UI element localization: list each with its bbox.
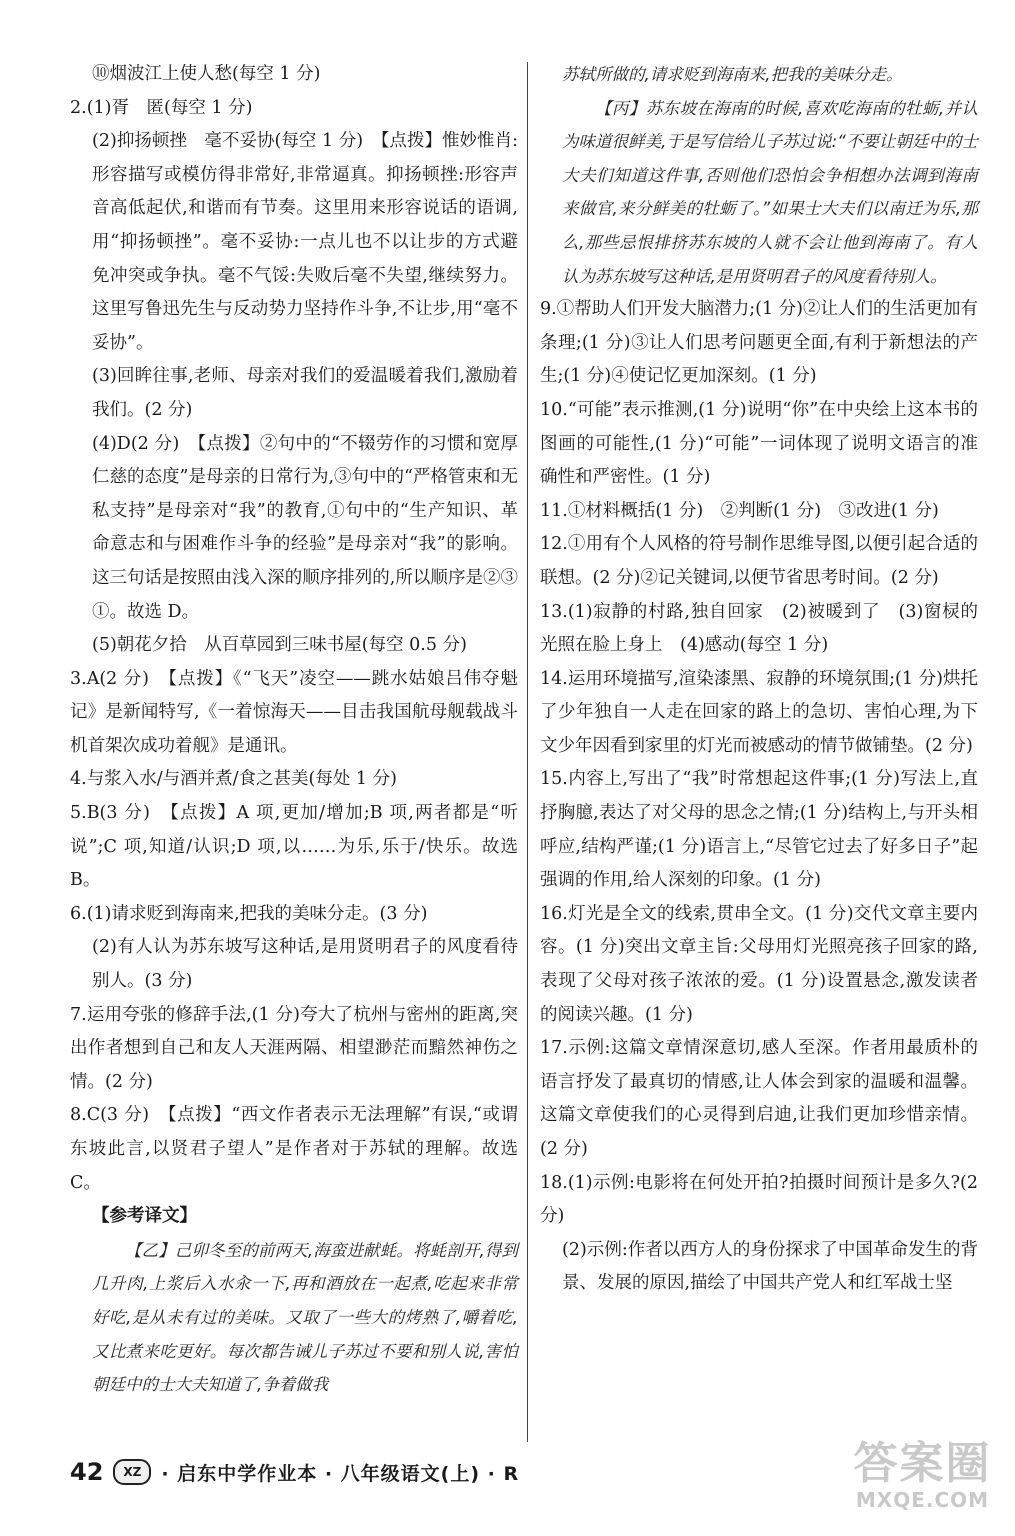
answer-paragraph: 11.①材料概括(1 分) ②判断(1 分) ③改进(1 分)	[540, 500, 939, 521]
answer-paragraph: 16.灯光是全文的线索,贯串全文。(1 分)交代文章主要内容。(1 分)突出文章主旨:父母用灯光照亮孩子回家的路,表现了父母对孩子浓浓的爱。(1 分)设置悬念,激发读者的阅读兴趣。(1 分)	[540, 903, 978, 1025]
answer-paragraph: 【丙】苏东坡在海南的时候,喜欢吃海南的牡蛎,并认为味道很鲜美,于是写信给儿子苏过说:“不要让朝廷中的士大夫们知道这件事,否则他们恐怕会争相想办法调到海南来做官,来分鲜美的牡蛎了。”如果士大夫们以南迁为乐,那么,那些忌恨排挤苏东坡的人就不会让他到海南了。有人认为苏东坡写这种话,是用贤明君子的风度看待别人。	[562, 98, 978, 286]
left-column	[70, 58, 518, 1402]
answer-paragraph: 12.①用有个人风格的符号制作思维导图,以便引起合适的联想。(2 分)②记关键词,以便节省思考时间。(2 分)	[540, 534, 978, 588]
answer-paragraph: 4.与浆入水/与酒并煮/食之甚美(每处 1 分)	[70, 769, 397, 790]
answer-paragraph: 18.(1)示例:电影将在何处开拍?拍摄时间预计是多久?(2 分)	[540, 1172, 978, 1227]
answer-paragraph: 8.C(3 分) 【点拨】“西文作者表示无法理解”有误,“或谓东坡此言,以贤君子望人”是作者对于苏轼的理解。故选 C。	[70, 1105, 518, 1193]
answer-paragraph: (3)回眸往事,老师、母亲对我们的爱温暖着我们,激励着我们。(2 分)	[92, 366, 518, 420]
answer-paragraph: 15.内容上,写出了“我”时常想起这件事;(1 分)写法上,直抒胸臆,表达了对父母的思念之情;(1 分)结构上,与开头相呼应,结构严谨;(1 分)语言上,“尽管它过去了好多日子”起强调的作用,给人深刻的印象。(1 分)	[540, 769, 978, 891]
answer-paragraph: (2)抑扬顿挫 毫不妥协(每空 1 分) 【点拨】惟妙惟肖:形容描写或模仿得非常好,非常逼真。抑扬顿挫:形容声音高低起伏,和谐而有节奏。这里用来形容说话的语调,用“抑扬顿挫”。毫不妥协:一点儿也不以让步的方式避免冲突或争执。毫不气馁:失败后毫不失望,继续努力。这里写鲁迅先生与反动势力坚持作斗争,不让步,用“毫不妥协”。	[92, 131, 518, 353]
answer-paragraph: 14.运用环境描写,渲染漆黑、寂静的环境氛围;(1 分)烘托了少年独自一人走在回家的路上的急切、害怕心理,为下文少年因看到家里的灯光而被感动的情节做铺垫。(2 分)	[540, 668, 978, 756]
watermark-logo	[840, 1440, 1005, 1530]
column-divider	[527, 62, 528, 1442]
answer-paragraph: 7.运用夸张的修辞手法,(1 分)夸大了杭州与密州的距离,突出作者想到自己和友人天涯两隔、相望渺茫而黯然神伤之情。(2 分)	[70, 1004, 518, 1092]
answer-paragraph: 【乙】己卯冬至的前两天,海蛮进献蚝。将蚝剖开,得到几升肉,上浆后入水汆一下,再和酒放在一起煮,吃起来非常好吃,是从未有过的美味。又取了一些大的烤熟了,嚼着吃,又比煮来吃更好。每次都告诫儿子苏过不要和别人说,害怕朝廷中的士大夫知道了,争着做我	[92, 1240, 518, 1395]
answer-paragraph: 17.示例:这篇文章情深意切,感人至深。作者用最质朴的语言抒发了最真切的情感,让人体会到家的温暖和温馨。这篇文章使我们的心灵得到启迪,让我们更加珍惜亲情。(2 分)	[540, 1038, 978, 1159]
answer-paragraph: (5)朝花夕拾 从百草园到三味书屋(每空 0.5 分)	[92, 635, 467, 656]
answer-paragraph: 3.A(2 分) 【点拨】《“飞天”凌空——跳水姑娘吕伟夺魁记》是新闻特写,《一着惊海天——目击我国航母舰载战斗机首架次成功着舰》是通讯。	[70, 668, 518, 756]
answer-paragraph: 9.①帮助人们开发大脑潜力;(1 分)②让人们的生活更加有条理;(1 分)③让人们思考问题更全面,有利于新想法的产生;(1 分)④使记忆更加深刻。(1 分)	[540, 299, 978, 387]
page-footer	[70, 1452, 970, 1492]
answer-paragraph: 13.(1)寂静的村路,独自回家 (2)被暖到了 (3)窗棂的光照在脸上身上 (4)感动(每空 1 分)	[540, 601, 978, 656]
answer-paragraph: 【参考译文】	[92, 1206, 197, 1227]
page-number: 42	[70, 1458, 104, 1486]
answer-paragraph: ⑩烟波江上使人愁(每空 1 分)	[92, 64, 321, 84]
right-column	[540, 58, 978, 1301]
answer-paragraph: (2)示例:作者以西方人的身份探求了中国革命发生的背景、发展的原因,描绘了中国共产党人和红军战士坚	[562, 1239, 978, 1294]
answer-paragraph: 10.“可能”表示推测,(1 分)说明“你”在中央绘上这本书的图画的可能性,(1 分)“可能”一词体现了说明文语言的准确性和严密性。(1 分)	[540, 399, 978, 488]
answer-paragraph: 5.B(3 分) 【点拨】A 项,更加/增加;B 项,两者都是“听说”;C 项,知道/认识;D 项,以……为乐,乐于/快乐。故选 B。	[70, 803, 518, 891]
answer-paragraph: (4)D(2 分) 【点拨】②句中的“不辍劳作的习惯和宽厚仁慈的态度”是母亲的日常行为,③句中的“严格管束和无私支持”是母亲对“我”的教育,①句中的“生产知识、革命意志和与困难作斗争的经验”是母亲对“我”的影响。这三句话是按照由浅入深的顺序排列的,所以顺序是②③①。故选 D。	[92, 433, 518, 622]
answer-paragraph: 2.(1)胥 匿(每空 1 分)	[70, 97, 253, 118]
watermark-url: MXQE.COM	[855, 1488, 990, 1512]
book-title: · 启东中学作业本 · 八年级语文(上) · R	[161, 1462, 520, 1485]
publisher-badge-icon: XZ	[113, 1459, 151, 1485]
answer-paragraph: (2)有人认为苏东坡写这种话,是用贤明君子的风度看待别人。(3 分)	[92, 937, 518, 992]
watermark-mark: 答案圈	[853, 1438, 992, 1489]
answer-paragraph: 6.(1)请求贬到海南来,把我的美味分走。(3 分)	[70, 903, 428, 924]
answer-paragraph: 苏轼所做的,请求贬到海南来,把我的美味分走。	[562, 65, 903, 84]
